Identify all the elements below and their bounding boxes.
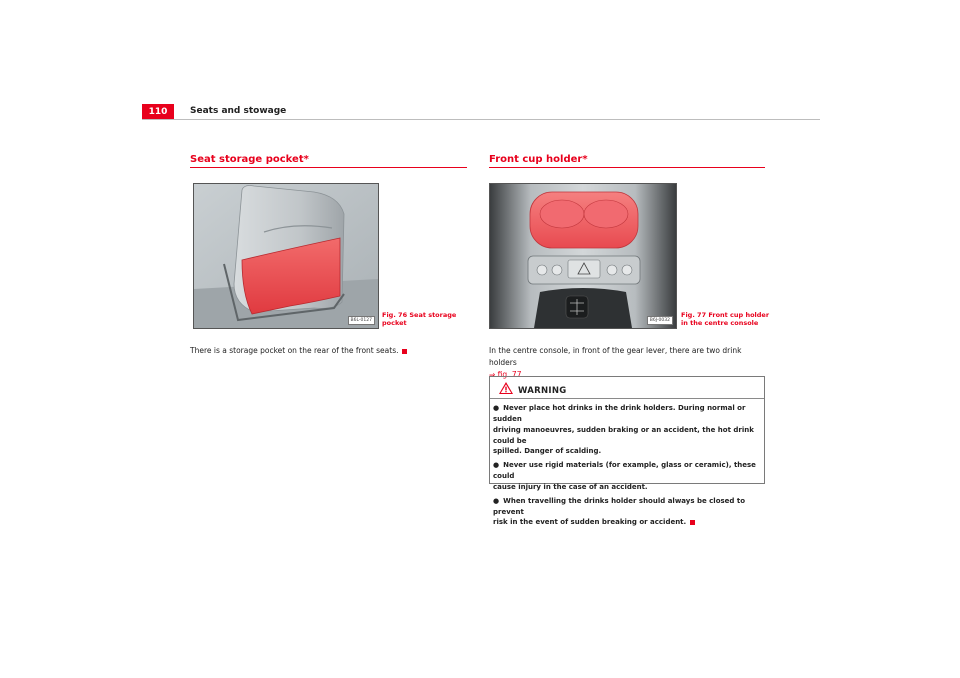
caption-line: pocket [382, 318, 407, 327]
figure-caption [382, 312, 456, 328]
paragraph-punctuation: . [521, 370, 524, 379]
section-title-cup-holder: Front cup holder* [489, 154, 588, 165]
warning-line: Never use rigid materials (for example, glass or ceramic), these could [493, 461, 756, 481]
warning-line: spilled. Danger of scalding. [493, 447, 602, 456]
warning-item [493, 496, 761, 529]
warning-rule [490, 398, 764, 399]
end-of-section-mark [690, 520, 695, 525]
warning-header [490, 377, 764, 399]
bullet-icon: ● [493, 496, 500, 505]
warning-item [493, 403, 761, 457]
paragraph-text: There is a storage pocket on the rear of the front seats. [190, 346, 399, 355]
warning-box [489, 376, 765, 527]
header-rule [142, 119, 820, 120]
warning-line: cause injury in the case of an accident. [493, 482, 648, 491]
warning-list [493, 403, 761, 531]
caption-line: in the centre console [681, 318, 759, 327]
bullet-icon: ● [493, 404, 500, 412]
warning-item [493, 460, 761, 493]
warning-line: Never place hot drinks in the drink holders. During normal or sudden [493, 404, 746, 423]
seat-pocket-illustration [194, 184, 378, 328]
cup-holder-illustration [490, 184, 676, 328]
section-rule [489, 167, 765, 168]
caption-line: Fig. 76 Seat storage [382, 311, 457, 319]
warning-title: WARNING [518, 386, 567, 396]
chapter-title: Seats and stowage [190, 106, 287, 116]
seat-pocket-figure [193, 183, 379, 329]
figure-code: B6J-0032 [647, 316, 673, 325]
section-title-seat-storage: Seat storage pocket* [190, 154, 309, 165]
warning-triangle-icon [498, 381, 514, 395]
page-number: 110 [142, 104, 174, 120]
figure-code: B6L-0127 [348, 316, 375, 325]
warning-line: When travelling the drinks holder should always be closed to prevent [493, 496, 746, 516]
caption-line: Fig. 77 Front cup holder [681, 311, 770, 319]
figure-reference-link[interactable]: ⇒ fig. 77 [489, 370, 522, 379]
paragraph-line: In the centre console, in front of the gear lever, there are two drink holders [489, 346, 742, 367]
body-paragraph [190, 345, 470, 357]
cup-holder-figure [489, 183, 677, 329]
end-of-section-mark [402, 349, 407, 354]
warning-line: driving manoeuvres, sudden braking or an accident, the hot drink could be [493, 425, 754, 445]
warning-line: risk in the event of sudden breaking or accident. [493, 518, 687, 527]
section-rule [190, 167, 467, 168]
bullet-icon: ● [493, 461, 500, 470]
figure-caption [681, 312, 769, 328]
